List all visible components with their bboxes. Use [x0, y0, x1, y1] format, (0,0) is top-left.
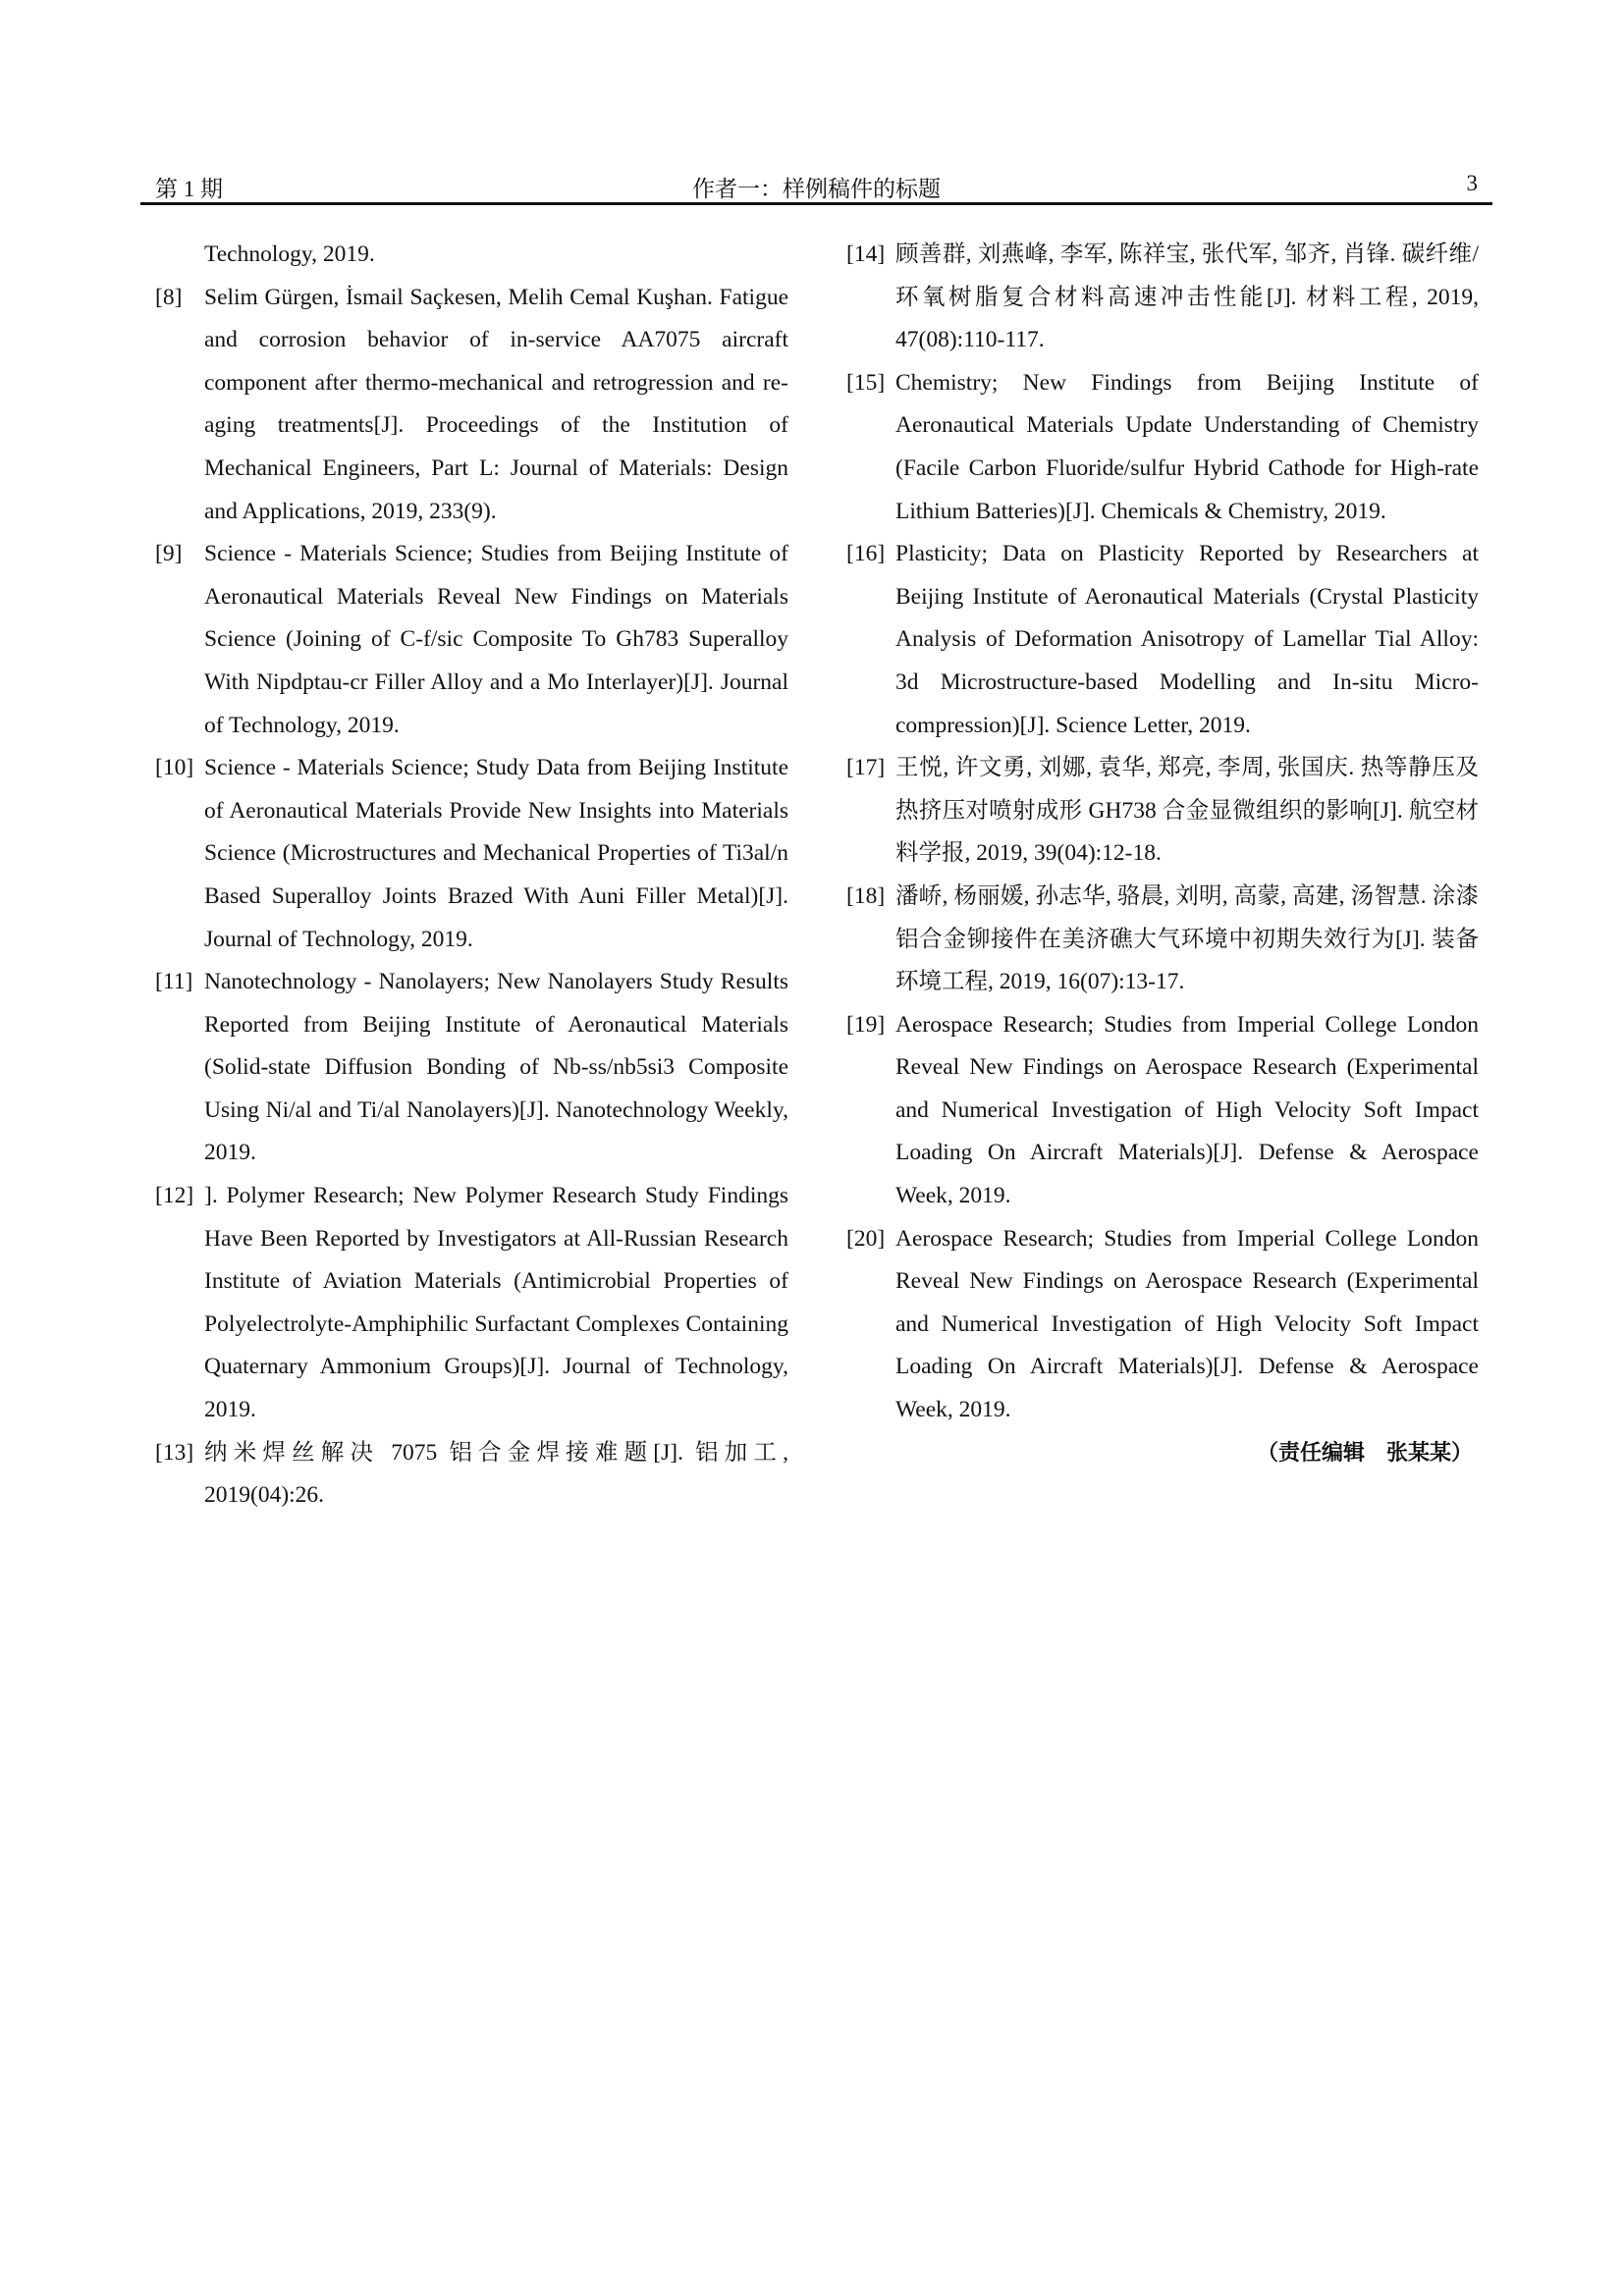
reference-item: [846, 234, 1479, 362]
reference-item: [846, 876, 1479, 1004]
reference-text: Aerospace Research; Studies from Imperial College London Reveal New Findings on Aerospace Research (Experimental and Numerical Investigation of High Velocity Soft Impact Loading On Aircraft Materials)[J]. Defense & Aerospace Week, 2019.: [895, 1011, 1479, 1209]
reference-number: [13]: [155, 1439, 194, 1466]
reference-item: [846, 362, 1479, 533]
reference-item: [846, 533, 1479, 747]
reference-text: ]. Polymer Research; New Polymer Research Study Findings Have Been Reported by Investigators at All-Russian Research Institute of Aviation Materials (Antimicrobial Properties of Polyelectrolyte-Amphiphilic Surfactant Complexes Containing Quaternary Ammonium Groups)[J]. Journal of Technology, 2019.: [204, 1183, 788, 1423]
reference-list-right: [846, 234, 1479, 1432]
reference-item: [846, 1218, 1479, 1432]
reference-text: 王悦, 许文勇, 刘娜, 袁华, 郑亮, 李周, 张国庆. 热等静压及热挤压对喷射成形 GH738 合金显微组织的影响[J]. 航空材料学报, 2019, 39(04):12-18.: [895, 755, 1479, 867]
reference-item: [846, 1004, 1479, 1218]
reference-number: [14]: [846, 241, 886, 267]
reference-number: [19]: [846, 1011, 886, 1038]
reference-list-left: [155, 277, 788, 1518]
reference-item: [155, 961, 788, 1175]
reference-number: [15]: [846, 369, 886, 396]
reference-number: [18]: [846, 882, 886, 909]
reference-text: Science - Materials Science; Study Data from Beijing Institute of Aeronautical Materials Provide New Insights into Materials Science (Microstructures and Mechanical Properties of Ti3al/n Based Superalloy Joints Brazed With Auni Filler Metal)[J]. Journal of Technology, 2019.: [204, 755, 788, 952]
issue-number: 第 1 期: [155, 177, 223, 201]
reference-text: 顾善群, 刘燕峰, 李军, 陈祥宝, 张代军, 邹齐, 肖锋. 碳纤维/环氧树脂复合材料高速冲击性能[J]. 材料工程, 2019, 47(08):110-117.: [895, 241, 1479, 353]
reference-text: 纳米焊丝解决 7075 铝合金焊接难题[J]. 铝加工, 2019(04):26.: [204, 1439, 788, 1509]
reference-text: 潘峤, 杨丽媛, 孙志华, 骆晨, 刘明, 高蒙, 高建, 汤智慧. 涂漆铝合金铆接件在美济礁大气环境中初期失效行为[J]. 装备环境工程, 2019, 16(07):13-17.: [895, 882, 1479, 995]
left-column: [155, 234, 788, 1518]
reference-item: [155, 1432, 788, 1518]
reference-number: [11]: [155, 969, 193, 995]
reference-text: Selim Gürgen, İsmail Saçkesen, Melih Cemal Kuşhan. Fatigue and corrosion behavior of in-service AA7075 aircraft component after thermo-mechanical and retrogression and re-aging treatments[J]. Proceedings of the Institution of Mechanical Engineers, Part L: Journal of Materials: Design and Applications, 2019, 233(9).: [204, 284, 788, 524]
reference-number: [20]: [846, 1225, 886, 1252]
running-title: 作者一：样例稿件的标题: [692, 177, 941, 201]
reference-item: [155, 277, 788, 534]
reference-text: Science - Materials Science; Studies from Beijing Institute of Aeronautical Materials Reveal New Findings on Materials Science (Joining of C-f/sic Composite To Gh783 Superalloy With Nipdptau-cr Filler Alloy and a Mo Interlayer)[J]. Journal of Technology, 2019.: [204, 541, 788, 738]
reference-number: [16]: [846, 541, 886, 567]
reference-text: Plasticity; Data on Plasticity Reported by Researchers at Beijing Institute of Aeronautical Materials (Crystal Plasticity Analysis of Deformation Anisotropy of Lamellar Tial Alloy: 3d Microstructure-based Modelling and In-situ Micro-compression)[J]. Science Letter, 2019.: [895, 541, 1479, 738]
reference-number: [9]: [155, 541, 183, 567]
right-column: [846, 234, 1479, 1474]
reference-number: [17]: [846, 755, 886, 781]
reference-text: Chemistry; New Findings from Beijing Institute of Aeronautical Materials Update Understanding of Chemistry (Facile Carbon Fluoride/sulfur Hybrid Cathode for High-rate Lithium Batteries)[J]. Chemicals & Chemistry, 2019.: [895, 369, 1479, 524]
reference-text: Nanotechnology - Nanolayers; New Nanolayers Study Results Reported from Beijing Institute of Aeronautical Materials (Solid-state Diffusion Bonding of Nb-ss/nb5si3 Composite Using Ni/al and Ti/al Nanolayers)[J]. Nanotechnology Weekly, 2019.: [204, 969, 788, 1166]
reference-item: [155, 1175, 788, 1432]
reference-number: [8]: [155, 284, 183, 310]
reference-item: [155, 747, 788, 961]
reference-number: [10]: [155, 755, 194, 781]
reference-item: [846, 747, 1479, 876]
page-number: 3: [1466, 171, 1478, 195]
running-header: [140, 169, 1492, 205]
reference-number: [12]: [155, 1183, 194, 1209]
reference-item: [155, 533, 788, 747]
reference-text: Aerospace Research; Studies from Imperial College London Reveal New Findings on Aerospace Research (Experimental and Numerical Investigation of High Velocity Soft Impact Loading On Aircraft Materials)[J]. Defense & Aerospace Week, 2019.: [895, 1225, 1479, 1423]
editor-note: （责任编辑 张某某）: [1256, 1440, 1473, 1466]
reference-continuation: Technology, 2019.: [204, 241, 375, 267]
